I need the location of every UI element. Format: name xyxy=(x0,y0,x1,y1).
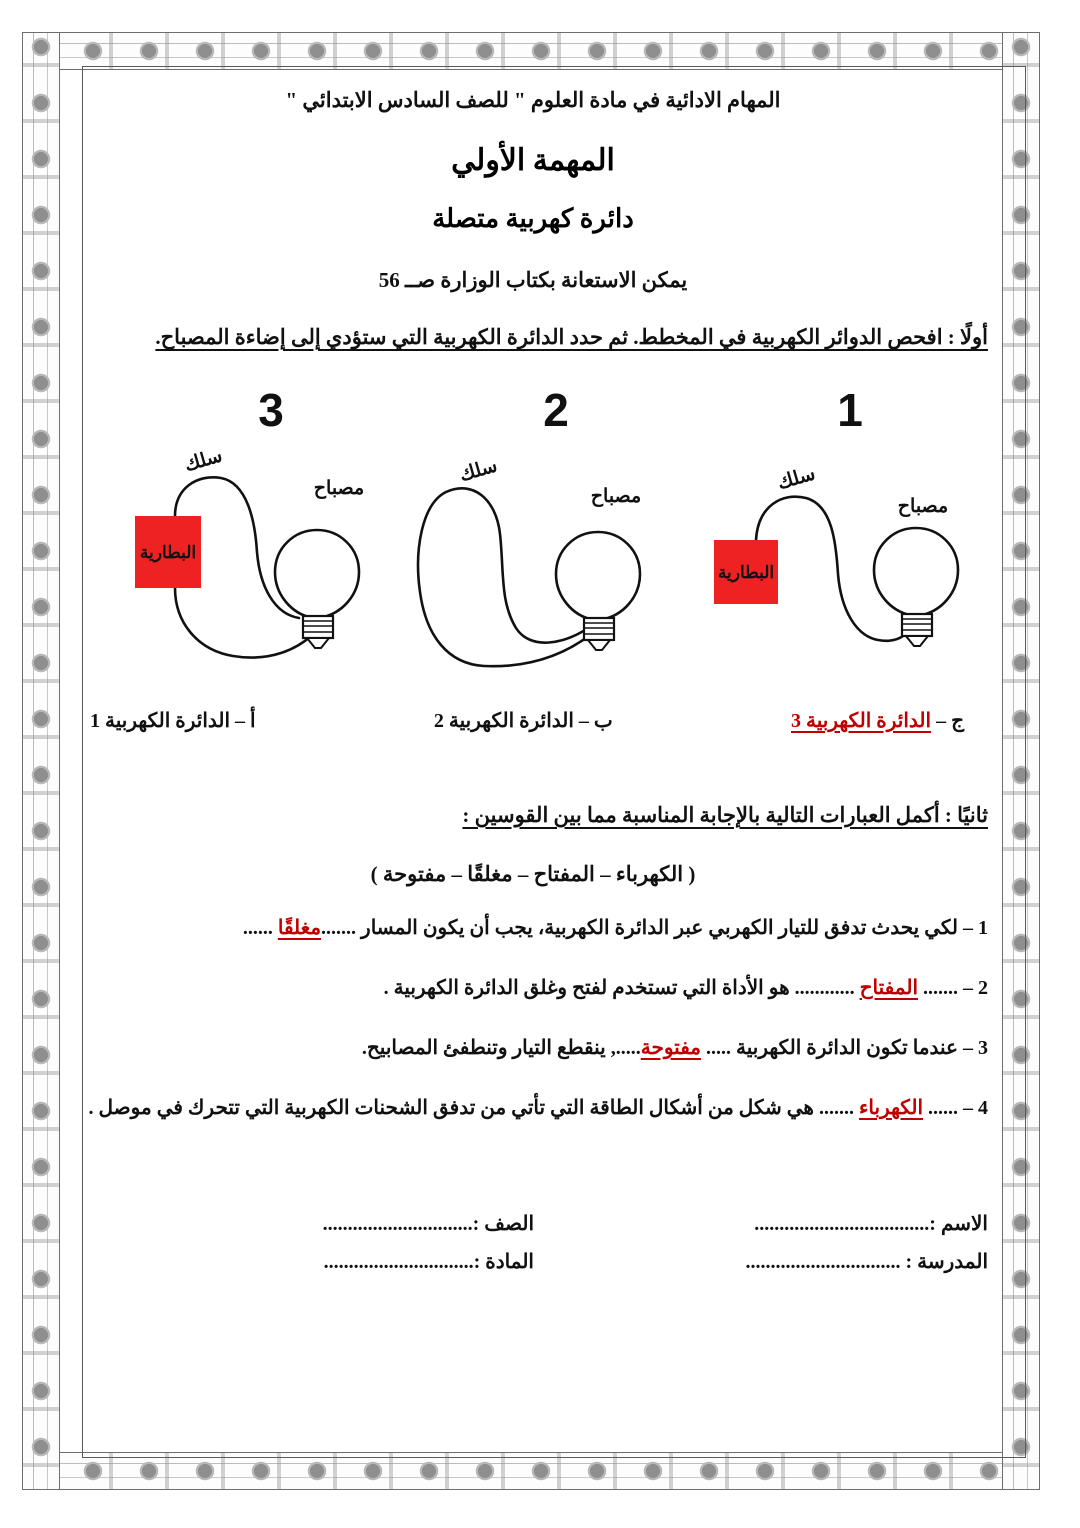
name-dots: ................................... xyxy=(754,1212,930,1235)
circuit-number-3: 3 xyxy=(258,383,284,436)
fill-blank-item-3 xyxy=(78,1029,988,1067)
footer-row-1 xyxy=(78,1205,988,1243)
option-b[interactable]: ب – الدائرة الكهربية 2 xyxy=(433,709,613,732)
fill-1-before: 1 – لكي يحدث تدفق للتيار الكهربي عبر الدائرة الكهربية، يجب أن يكون المسار ....... xyxy=(321,916,988,939)
battery-icon-1 xyxy=(714,540,778,604)
fill-3-after: ....., ينقطع التيار وتنطفئ المصابيح. xyxy=(361,1036,641,1059)
name-field[interactable] xyxy=(568,1205,988,1243)
circuit-diagrams-group xyxy=(78,374,988,704)
circuit-diagram-1 xyxy=(678,374,978,694)
fill-4-answer[interactable]: الكهرباء xyxy=(858,1096,923,1119)
fill-1-answer[interactable]: مغلقًا xyxy=(277,916,322,939)
fill-blank-item-4 xyxy=(78,1089,988,1127)
wire-label-3: سلك xyxy=(182,445,225,476)
fill-3-before: 3 – عندما تكون الدائرة الكهربية ..... xyxy=(701,1036,988,1059)
student-info-fields xyxy=(78,1205,988,1281)
circuit-number-1: 1 xyxy=(837,383,863,436)
footer-row-2 xyxy=(78,1243,988,1281)
fill-2-before: 2 – ....... xyxy=(918,976,988,999)
page-subtitle: دائرة كهربية متصلة xyxy=(432,204,634,233)
fill-4-before: 4 – ...... xyxy=(923,1096,988,1119)
bulb-label-3: مصباح xyxy=(313,477,365,499)
name-label: الاسم : xyxy=(929,1212,988,1235)
wire-label-2: سلك xyxy=(457,455,500,486)
fill-blank-item-1 xyxy=(78,909,988,947)
school-label: المدرسة : xyxy=(900,1250,988,1273)
fill-2-answer[interactable]: المفتاح xyxy=(859,976,918,999)
circuit-options-row xyxy=(78,708,988,733)
subject-label: المادة : xyxy=(473,1250,534,1273)
fill-2-after: ............ هو الأداة التي تستخدم لفتح وغلق الدائرة الكهربية . xyxy=(383,976,860,999)
subject-dots: .............................. xyxy=(323,1250,474,1273)
wire-label-1: سلك xyxy=(775,463,818,494)
border-medallion-pattern-icon xyxy=(23,33,59,1489)
page-title: المهمة الأولي xyxy=(451,144,615,177)
textbook-reference: يمكن الاستعانة بكتاب الوزارة صــ 56 xyxy=(378,268,688,292)
battery-label-1: البطارية xyxy=(717,562,775,582)
battery-label-3: البطارية xyxy=(139,542,197,562)
option-a[interactable]: أ – الدائرة الكهربية 1 xyxy=(90,709,256,732)
circuit-number-2: 2 xyxy=(543,383,569,436)
section-two-heading: ثانيًا : أكمل العبارات التالية بالإجابة المناسبة مما بين القوسين : xyxy=(462,802,988,827)
school-dots: ............................... xyxy=(745,1250,901,1273)
option-c[interactable]: ج – الدائرة الكهربية 3 xyxy=(791,709,964,732)
class-label: الصف : xyxy=(472,1212,534,1235)
bulb-icon-2 xyxy=(556,532,640,650)
class-dots: .............................. xyxy=(322,1212,473,1235)
fill-3-answer[interactable]: مفتوحة xyxy=(640,1036,702,1059)
bulb-label-2: مصباح xyxy=(590,485,642,507)
document-header-line: المهام الادائية في مادة العلوم " للصف السادس الابتدائي " xyxy=(285,88,781,112)
fill-1-after: ...... xyxy=(242,916,278,939)
word-bank: ( الكهرباء – المفتاح – مغلقًا – مفتوحة ) xyxy=(370,861,696,886)
circuit-diagram-3 xyxy=(113,374,413,694)
circuit-diagram-2 xyxy=(388,374,688,694)
bulb-label-1: مصباح xyxy=(897,495,949,517)
bulb-icon-3 xyxy=(275,530,359,648)
border-medallion-pattern-icon xyxy=(23,1453,1039,1489)
subject-field[interactable] xyxy=(134,1243,534,1281)
option-c-answer: الدائرة الكهربية 3 xyxy=(791,709,932,732)
section-one-heading: أولًا : افحص الدوائر الكهربية في المخطط. ثم حدد الدائرة الكهربية التي ستؤدي إلى إضاءة المصباح. xyxy=(155,325,988,349)
fill-blank-item-2 xyxy=(78,969,988,1007)
document-content xyxy=(78,60,988,1281)
bulb-icon-1 xyxy=(874,528,958,646)
school-field[interactable] xyxy=(568,1243,988,1281)
class-field[interactable] xyxy=(134,1205,534,1243)
fill-4-after: ....... هي شكل من أشكال الطاقة التي تأتي من تدفق الشحنات الكهربية التي تتحرك في موصل . xyxy=(88,1096,859,1119)
battery-icon-3 xyxy=(135,516,201,588)
border-band-left xyxy=(22,32,60,1490)
